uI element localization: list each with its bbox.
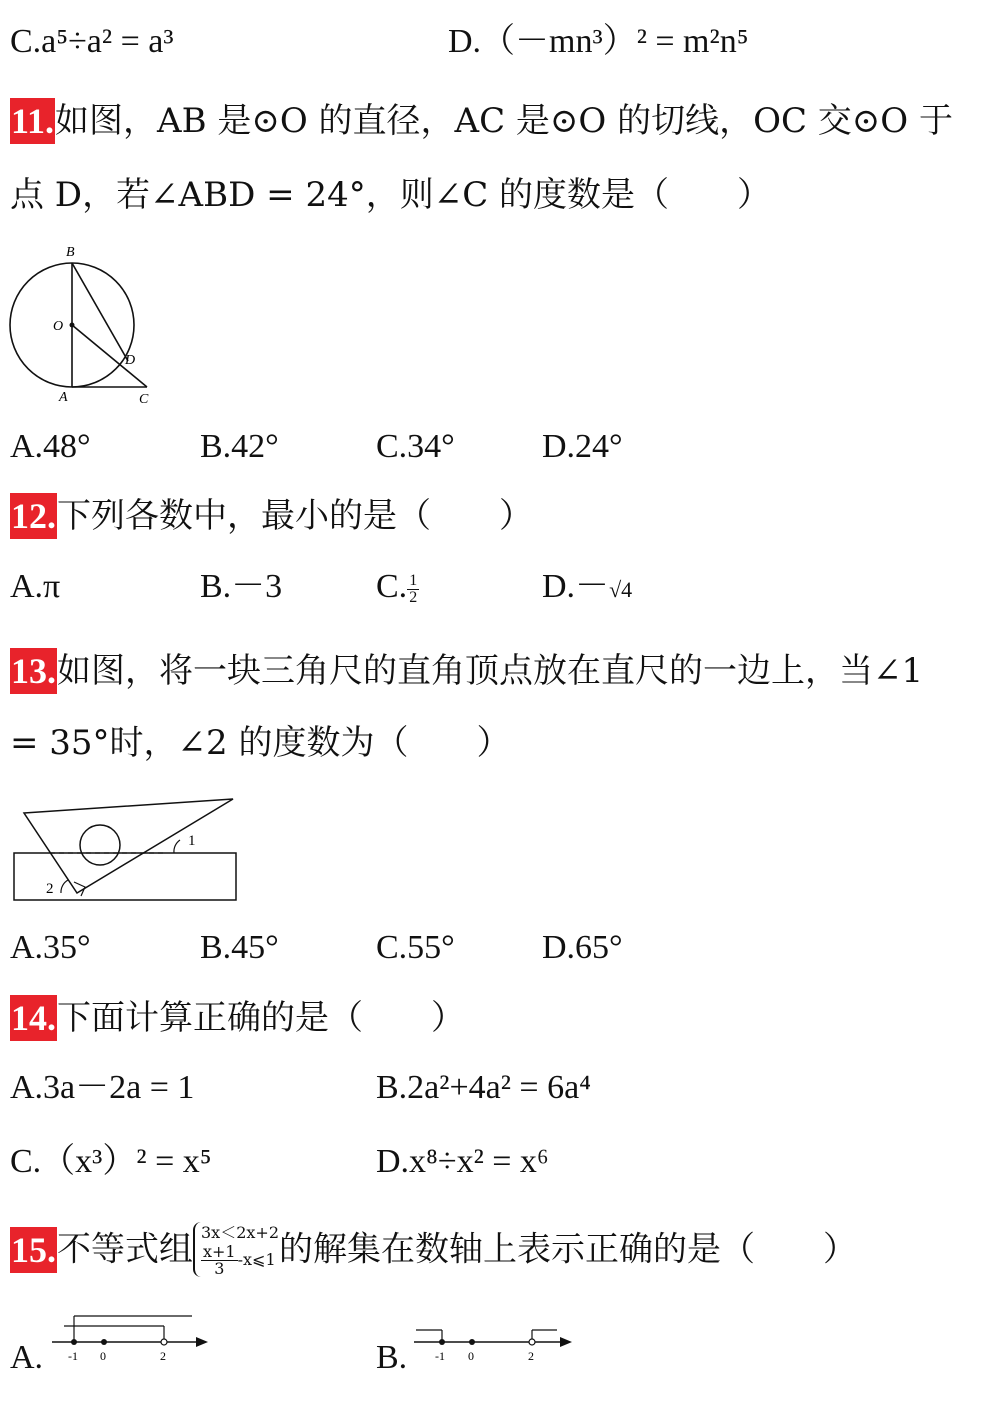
label-o: O — [53, 319, 64, 334]
q11-option-a: A.48° — [10, 428, 91, 465]
q14-option-d: D.x⁸÷x² = x⁶ — [376, 1143, 549, 1180]
q13-option-b: B.45° — [200, 929, 279, 966]
q15-option-b-number-line — [412, 1310, 582, 1370]
point-0 — [101, 1339, 107, 1345]
point-2 — [529, 1339, 535, 1345]
q12-option-d-sqrt: √4 — [609, 577, 633, 602]
point-minus1 — [439, 1339, 445, 1345]
fraction-numerator: 1 — [409, 571, 418, 589]
label-c: C — [139, 392, 149, 407]
q11-line1 — [10, 98, 953, 144]
q12-option-c — [376, 567, 419, 607]
angle-2-label: 2 — [46, 881, 54, 897]
angle-1-arc — [174, 840, 180, 853]
set-square-hole — [80, 825, 120, 865]
q14-option-c: C.（x³）² = x⁵ — [10, 1143, 212, 1180]
inequality-2-numerator: x+1 — [203, 1242, 236, 1261]
q12-option-c-fraction — [407, 573, 419, 606]
segment-oc — [72, 325, 147, 387]
q13-stem-line2: = 35°时，∠2 的度数为（ ） — [10, 723, 511, 763]
q13-option-d: D.65° — [542, 929, 623, 966]
point-2 — [161, 1339, 167, 1345]
q12-option-c-prefix: C. — [376, 568, 408, 605]
q13-line1 — [10, 648, 923, 694]
q13-triangle-ruler-figure — [10, 792, 245, 907]
q15-option-b-label: B. — [376, 1339, 408, 1376]
tick-0: 0 — [468, 1349, 474, 1363]
inequality-2 — [201, 1244, 279, 1277]
q11-stem-line2: 点 D，若∠ABD = 24°，则∠C 的度数是（ ） — [10, 175, 772, 215]
q15-stem-post: 的解集在数轴上表示正确的是（ ） — [279, 1229, 857, 1270]
q13-number: 13. — [10, 648, 57, 694]
label-a: A — [59, 390, 68, 405]
label-d: D — [125, 353, 136, 368]
angle-1-label: 1 — [188, 833, 196, 849]
q12-option-b: B.－3 — [200, 568, 283, 605]
q11-option-d: D.24° — [542, 428, 623, 465]
center-point — [70, 323, 75, 328]
inequality-2-rest: -x⩽1 — [237, 1250, 276, 1269]
angle-2-arc — [61, 880, 68, 893]
q15-number: 15. — [10, 1227, 57, 1273]
fraction-denominator: 2 — [409, 588, 418, 606]
q14-option-a: A.3a－2a = 1 — [10, 1069, 195, 1106]
inequality-1: 3x＜2x+2 — [201, 1223, 279, 1242]
q12-stem: 下列各数中，最小的是（ ） — [57, 496, 533, 536]
label-b: B — [66, 245, 75, 260]
inequality-2-denominator: 3 — [214, 1259, 225, 1278]
tick-2: 2 — [160, 1349, 166, 1363]
prev-option-c: C.a⁵÷a² = a³ — [10, 23, 174, 60]
q11-number: 11. — [10, 98, 55, 144]
q15-inequality-system — [193, 1222, 279, 1277]
q15-stem-pre: 不等式组 — [57, 1229, 193, 1270]
q15-option-a-number-line — [50, 1310, 220, 1370]
q12-number: 12. — [10, 493, 57, 539]
q12-option-d-prefix: D.－ — [542, 568, 610, 605]
q11-circle-figure — [5, 240, 165, 410]
tick-minus1: -1 — [435, 1349, 445, 1363]
q14-option-b: B.2a²+4a² = 6a⁴ — [376, 1069, 592, 1106]
q15-option-a-label: A. — [10, 1339, 44, 1376]
point-minus1 — [71, 1339, 77, 1345]
q12-line — [10, 493, 533, 539]
axis-arrow — [196, 1337, 208, 1347]
q14-line — [10, 995, 465, 1041]
point-0 — [469, 1339, 475, 1345]
chord-bd — [72, 263, 128, 361]
q11-stem-line1: 如图，AB 是⊙O 的直径，AC 是⊙O 的切线，OC 交⊙O 于 — [55, 101, 953, 141]
q13-stem-line1: 如图，将一块三角尺的直角顶点放在直尺的一边上，当∠1 — [57, 651, 924, 691]
set-square — [24, 799, 233, 893]
tick-2: 2 — [528, 1349, 534, 1363]
prev-option-d: D.（－mn³）² = m²n⁵ — [448, 23, 749, 60]
q15-line — [10, 1222, 857, 1277]
tick-minus1: -1 — [68, 1349, 78, 1363]
q11-option-c: C.34° — [376, 428, 455, 465]
inequality-2-fraction — [201, 1244, 238, 1277]
q12-option-a: A.π — [10, 568, 61, 605]
q14-number: 14. — [10, 995, 57, 1041]
q13-option-c: C.55° — [376, 929, 455, 966]
q13-option-a: A.35° — [10, 929, 91, 966]
axis-arrow — [560, 1337, 572, 1347]
q11-option-b: B.42° — [200, 428, 279, 465]
q12-option-d — [542, 567, 632, 610]
tick-0: 0 — [100, 1349, 106, 1363]
q14-stem: 下面计算正确的是（ ） — [57, 998, 465, 1038]
